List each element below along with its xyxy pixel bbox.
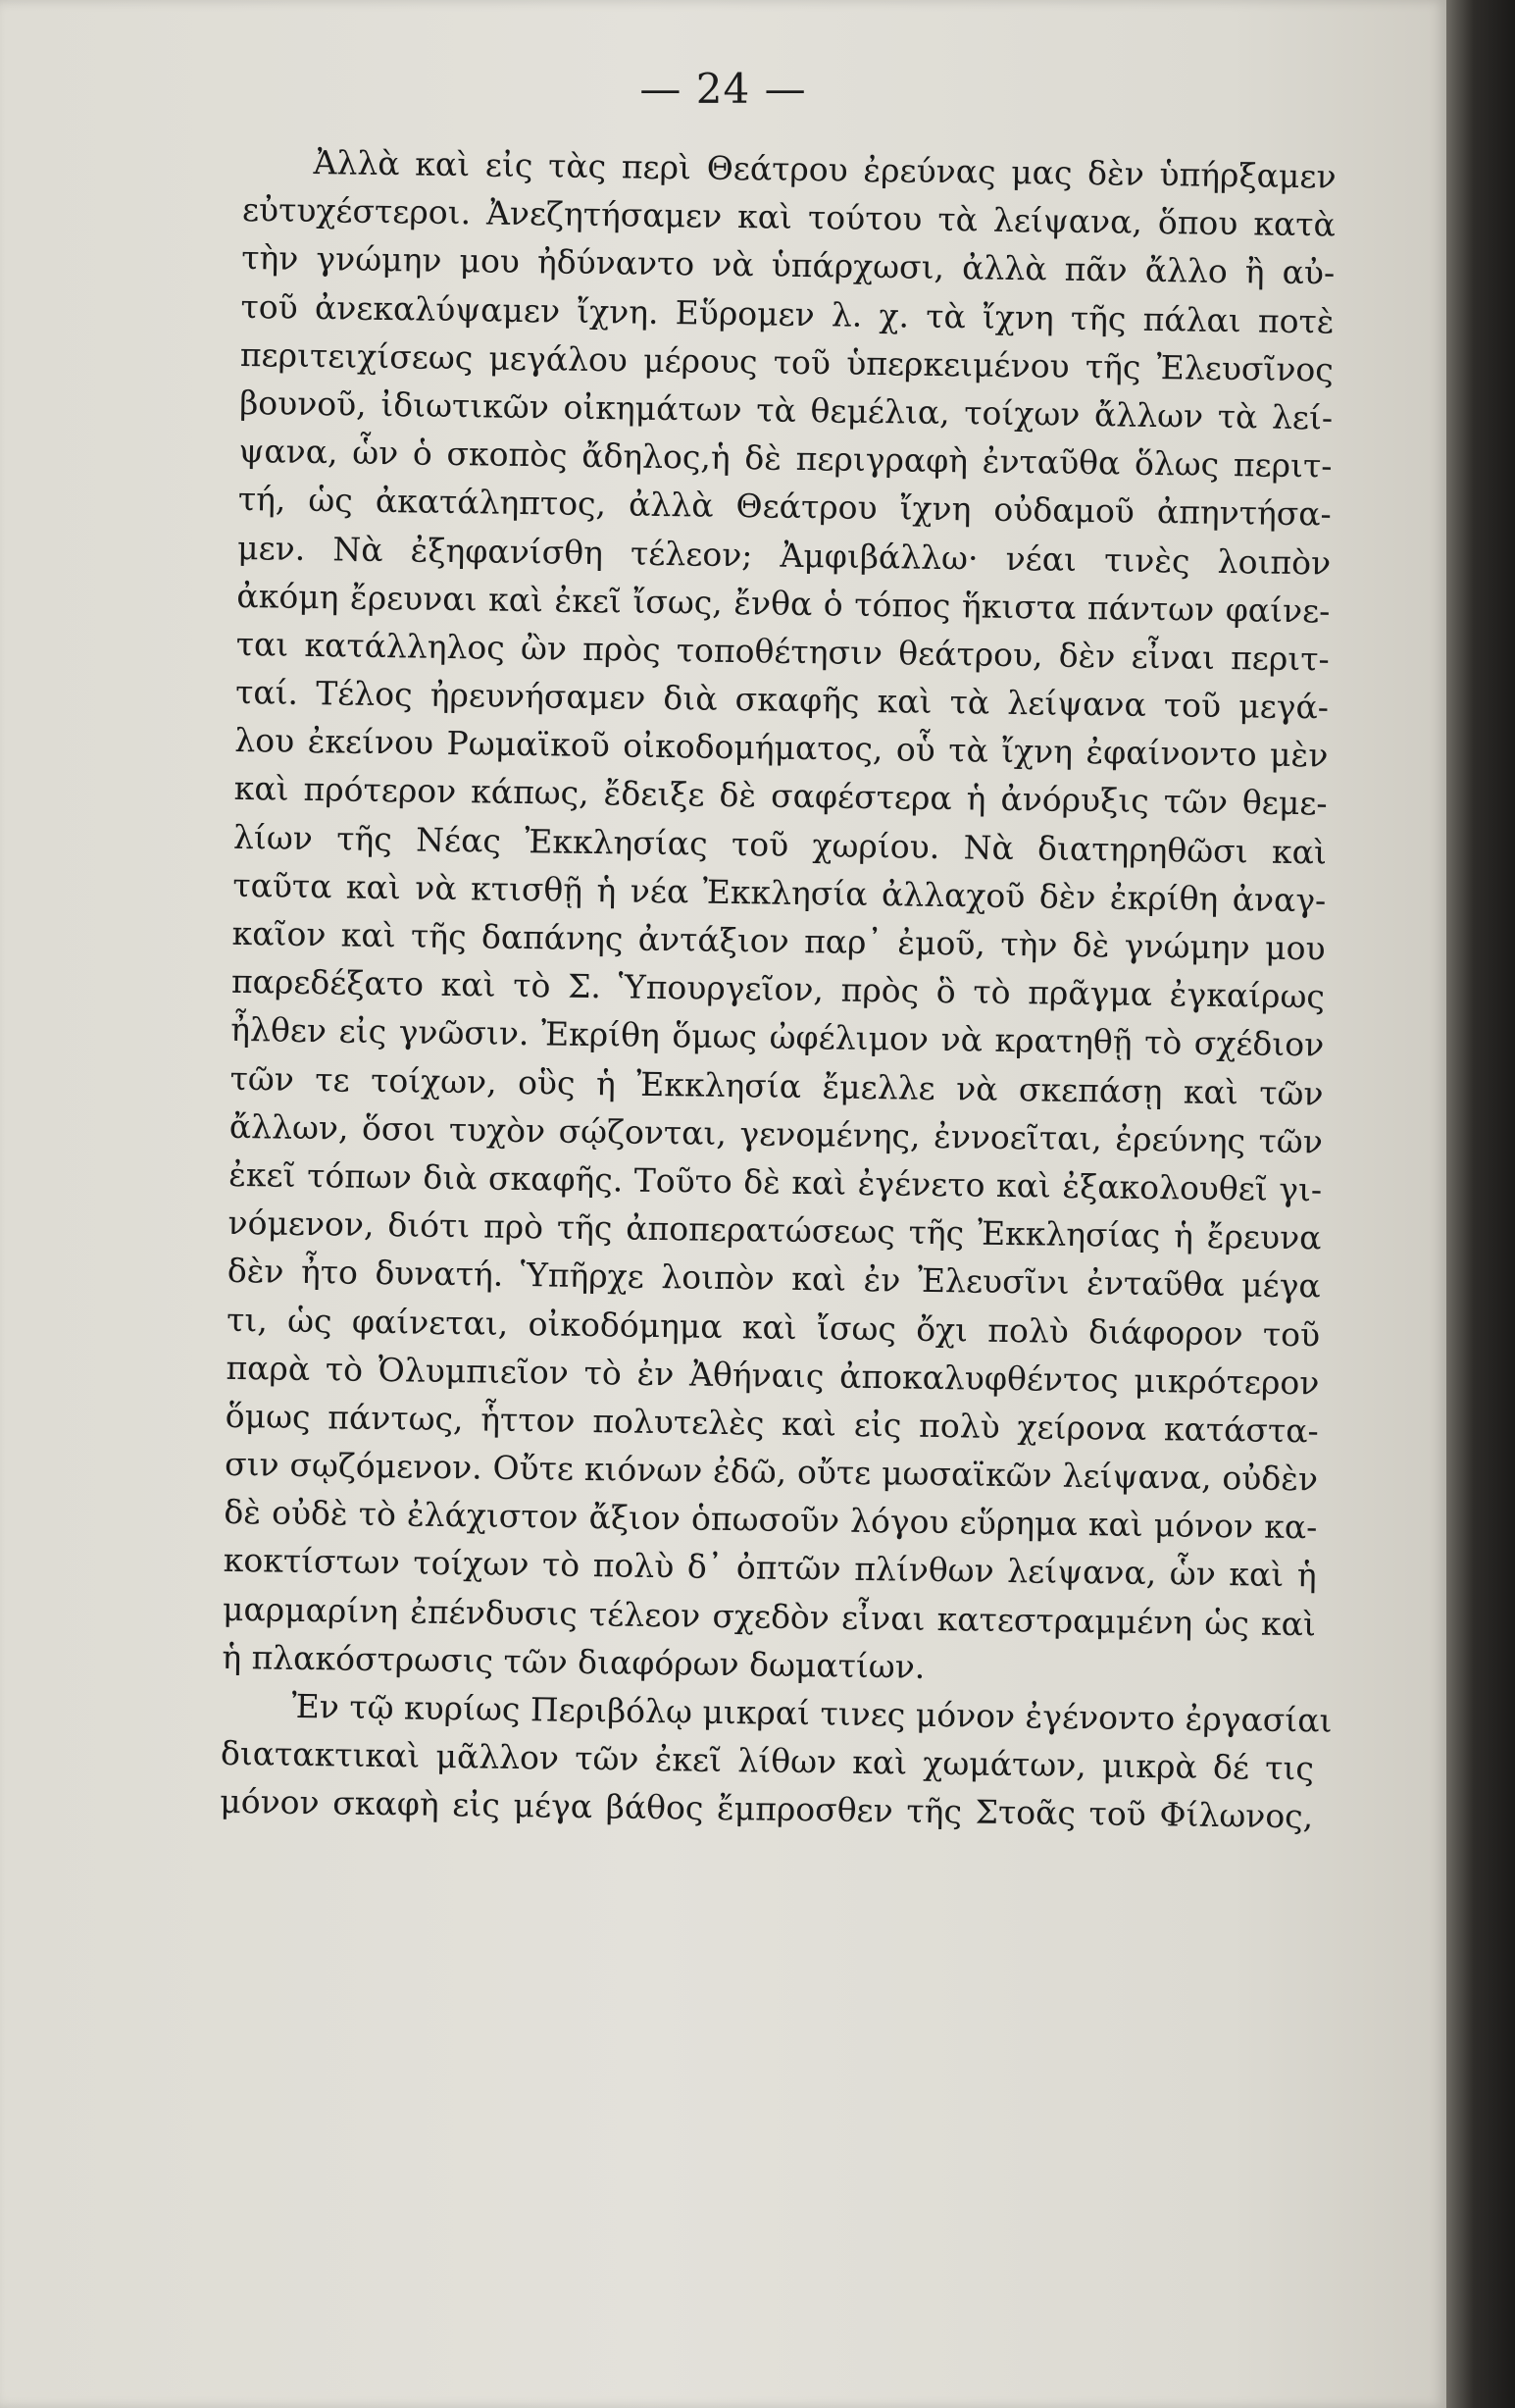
text-line: λίων τῆς Νέας Ἐκκλησίας τοῦ χωρίου. Νὰ διατηρηθῶσι καὶ	[232, 817, 1328, 872]
text-line: βουνοῦ, ἰδιωτικῶν οἰκημάτων τὰ θεμέλια, τοίχων ἄλλων τὰ λεί-	[238, 383, 1334, 437]
page-edge	[1446, 0, 1515, 2408]
text-line: τή, ὡς ἀκατάληπτος, ἀλλὰ Θεάτρου ἴχνη οὐδαμοῦ ἀπηντήσα-	[237, 480, 1333, 534]
text-line: παρὰ τὸ Ὀλυμπιεῖον τὸ ἐν Ἀθήναις ἀποκαλυφθέντος μικρότερον	[226, 1348, 1320, 1403]
text-line: ψανα, ὧν ὁ σκοπὸς ἄδηλος,ἡ δὲ περιγραφὴ ἐνταῦθα ὅλως περιτ-	[238, 432, 1333, 486]
text-line: καὶ πρότερον κάπως, ἔδειξε δὲ σαφέστερα ἡ ἀνόρυξις τῶν θεμε-	[233, 769, 1328, 823]
text-line: τι, ὡς φαίνεται, οἰκοδόμημα καὶ ἴσως ὄχι πολὺ διάφορον τοῦ	[226, 1300, 1321, 1354]
text-line: νόμενον, διότι πρὸ τῆς ἀποπερατώσεως τῆς Ἐκκλησίας ἡ ἔρευνα	[227, 1204, 1322, 1257]
paragraph-1	[222, 137, 1337, 1696]
text-line: ἐκεῖ τόπων διὰ σκαφῆς. Τοῦτο δὲ καὶ ἐγένετο καὶ ἐξακολουθεῖ γι-	[227, 1154, 1323, 1209]
text-line: Ἀλλὰ καὶ εἰς τὰς περὶ Θεάτρου ἐρεύνας μας δὲν ὑπήρξαμεν	[313, 143, 1337, 196]
text-line: διατακτικαὶ μᾶλλον τῶν ἐκεῖ λίθων καὶ χωμάτων, μικρὰ δέ τις	[220, 1734, 1315, 1788]
text-line: ταῦτα καὶ νὰ κτισθῇ ἡ νέα Ἐκκλησία ἀλλαχοῦ δὲν ἐκρίθη ἀναγ-	[232, 865, 1327, 920]
text-line: ὅμως πάντως, ἧττον πολυτελὲς καὶ εἰς πολὺ χείρονα κατάστα-	[225, 1396, 1319, 1451]
text-line: εὐτυχέστεροι. Ἀνεζητήσαμεν καὶ τούτου τὰ λείψανα, ὅπου κατὰ	[241, 190, 1337, 244]
text-line: τῶν τε τοίχων, οὓς ἡ Ἐκκλησία ἔμελλε νὰ σκεπάσῃ καὶ τῶν	[229, 1058, 1324, 1113]
text-line: ἀκόμη ἔρευναι καὶ ἐκεῖ ἴσως, ἔνθα ὁ τόπος ἥκιστα πάντων φαίνε-	[236, 576, 1331, 631]
text-line: καῖον καὶ τῆς δαπάνης ἀντάξιον παρ᾽ ἐμοῦ, τὴν δὲ γνώμην μου	[231, 913, 1326, 968]
paragraph-2	[220, 1681, 1333, 1841]
text-line: σιν σῳζόμενον. Οὔτε κιόνων ἐδῶ, οὔτε μωσαϊκῶν λείψανα, οὐδὲν	[224, 1444, 1319, 1499]
text-line: τοῦ ἀνεκαλύψαμεν ἴχνη. Εὕρομεν λ. χ. τὰ ἴχνη τῆς πάλαι ποτὲ	[240, 286, 1335, 341]
text-line: ταί. Τέλος ἠρευνήσαμεν διὰ σκαφῆς καὶ τὰ λείψανα τοῦ μεγά-	[234, 673, 1330, 727]
text-line: λου ἐκείνου Ρωμαϊκοῦ οἰκοδομήματος, οὗ τὰ ἴχνη ἐφαίνοντο μὲν	[234, 721, 1329, 775]
text-line: κοκτίστων τοίχων τὸ πολὺ δ᾽ ὀπτῶν πλίνθων λείψανα, ὧν καὶ ἡ	[223, 1541, 1317, 1595]
text-line: ἡ πλακόστρωσις τῶν διαφόρων δωματίων.	[222, 1637, 926, 1686]
text-line: ἦλθεν εἰς γνῶσιν. Ἐκρίθη ὅμως ὠφέλιμον νὰ κρατηθῇ τὸ σχέδιον	[230, 1010, 1325, 1064]
text-line: ται κατάλληλος ὢν πρὸς τοποθέτησιν θεάτρου, δὲν εἶναι περιτ-	[235, 624, 1330, 679]
text-line: Ἐν τῷ κυρίως Περιβόλῳ μικραί τινες μόνον ἐγένοντο ἐργασίαι	[291, 1686, 1333, 1740]
text-line: μαρμαρίνη ἐπένδυσις τέλεον σχεδὸν εἶναι κατεστραμμένη ὡς καὶ	[222, 1589, 1317, 1644]
text-line: μόνον σκαφὴ εἰς μέγα βάθος ἔμπροσθεν τῆς Στοᾶς τοῦ Φίλωνος,	[220, 1782, 1314, 1836]
text-line: τὴν γνώμην μου ἠδύναντο νὰ ὑπάρχωσι, ἀλλὰ πᾶν ἄλλο ἢ αὐ-	[241, 238, 1336, 292]
text-line: δὲν ἦτο δυνατή. Ὑπῆρχε λοιπὸν καὶ ἐν Ἐλευσῖνι ἐνταῦθα μέγα	[227, 1252, 1322, 1306]
text-line: ἄλλων, ὅσοι τυχὸν σῴζονται, γενομένης, ἐννοεῖται, ἐρεύνης τῶν	[228, 1106, 1324, 1161]
text-line: μεν. Νὰ ἐξηφανίσθη τέλεον; Ἀμφιβάλλω· νέαι τινὲς λοιπὸν	[236, 528, 1332, 583]
page-number: — 24 —	[639, 65, 807, 113]
text-line: δὲ οὐδὲ τὸ ἐλάχιστον ἄξιον ὁπωσοῦν λόγου εὕρημα καὶ μόνον κα-	[224, 1493, 1318, 1547]
text-line: παρεδέξατο καὶ τὸ Σ. Ὑπουργεῖον, πρὸς ὃ τὸ πρᾶγμα ἐγκαίρως	[230, 962, 1326, 1016]
text-body	[220, 137, 1337, 1841]
text-line: περιτειχίσεως μεγάλου μέρους τοῦ ὑπερκειμένου τῆς Ἐλευσῖνος	[239, 334, 1335, 389]
